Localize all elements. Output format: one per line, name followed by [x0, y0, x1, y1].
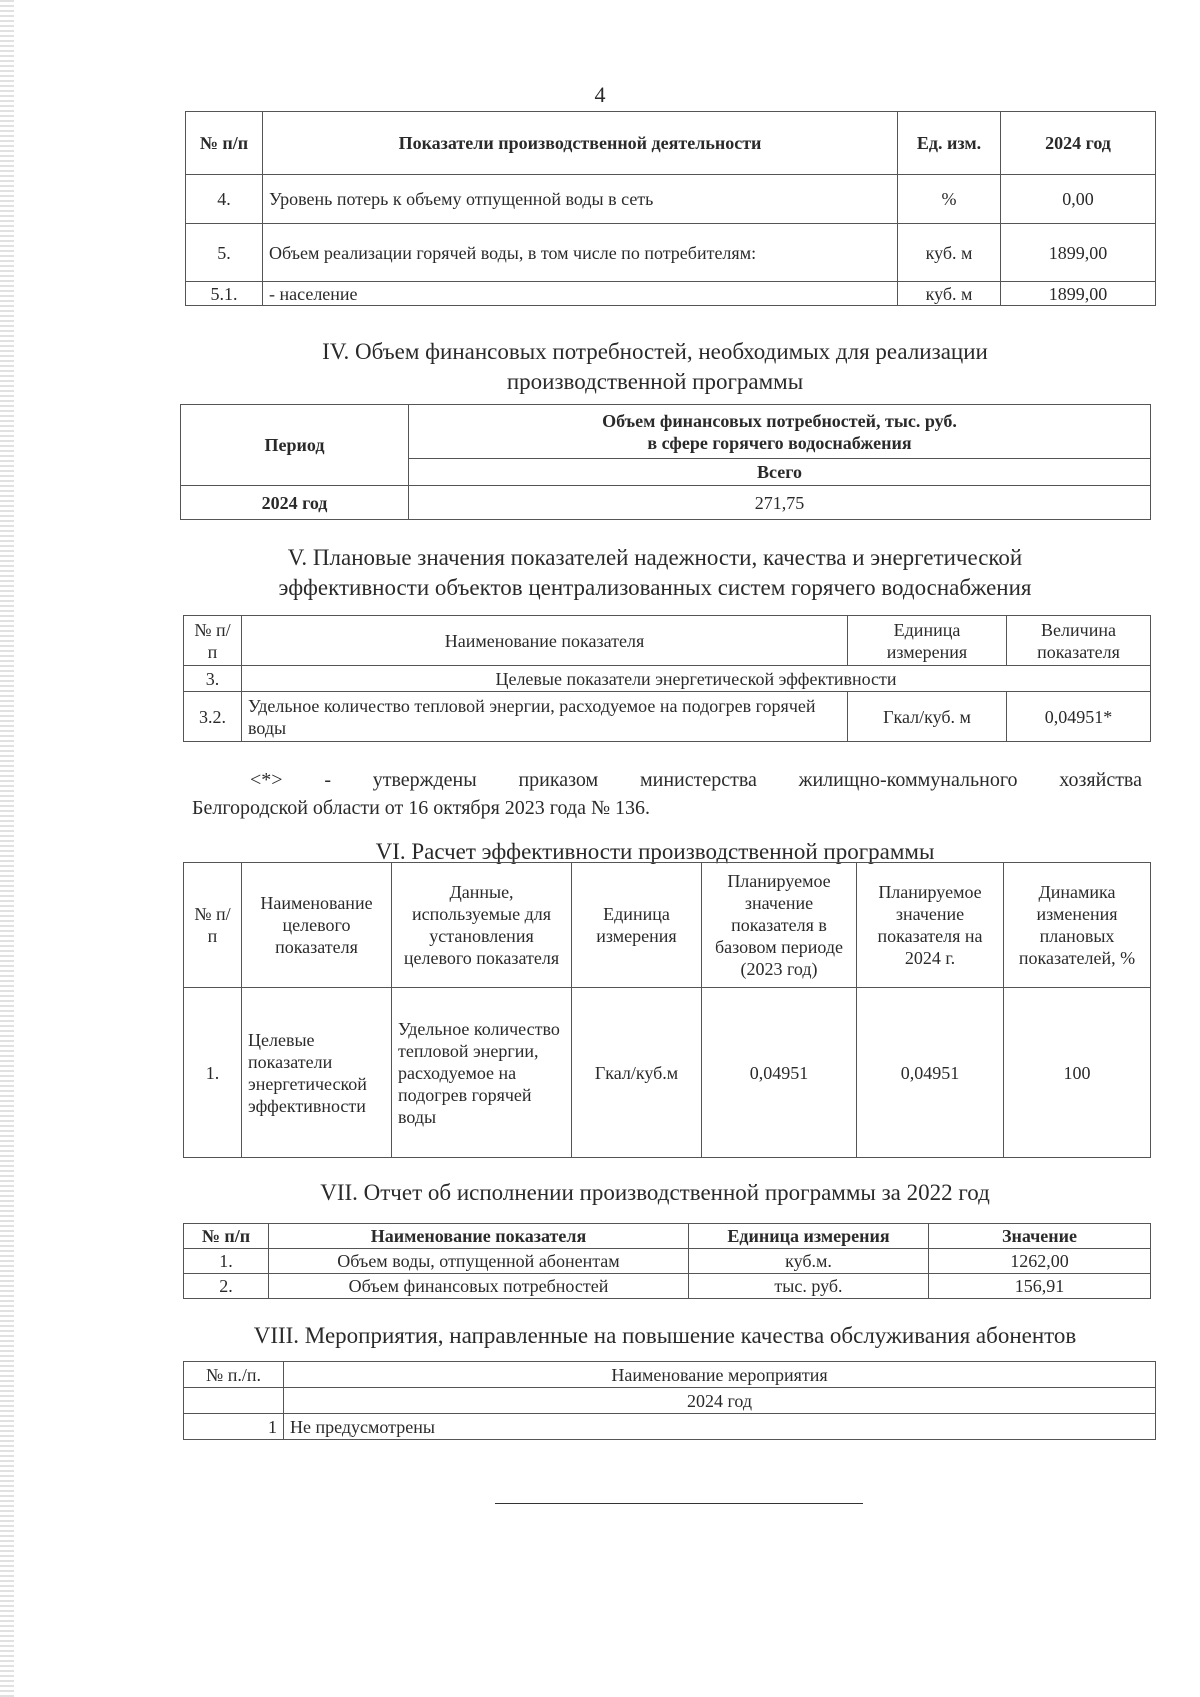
row-unit: Гкал/куб. м	[848, 692, 1007, 742]
row-unit: тыс. руб.	[689, 1274, 929, 1299]
col-unit-header: Единица измерения	[689, 1224, 929, 1249]
row-target-name: Целевые показатели энергетической эффективности	[242, 988, 392, 1158]
program-report-table	[183, 1223, 1151, 1299]
row-dynamics: 100	[1004, 988, 1151, 1158]
col-data-header: Данные, используемые для установления целевого показателя	[392, 863, 572, 988]
col-unit-header: Единица измерения	[572, 863, 702, 988]
table-row	[184, 692, 1151, 742]
period-cell: 2024 год	[181, 486, 409, 520]
table-row	[184, 1414, 1156, 1440]
scan-edge-artifact	[0, 0, 14, 1697]
row-data: Удельное количество тепловой энергии, расходуемое на подогрев горячей воды	[392, 988, 572, 1158]
col-value-header: Значение	[929, 1224, 1151, 1249]
col-target-name-header: Наименование целевого показателя	[242, 863, 392, 988]
section-4-heading-line1: IV. Объем финансовых потребностей, необходимых для реализации	[322, 339, 988, 364]
table-row	[186, 175, 1156, 224]
col-number-header: № п/п	[186, 112, 263, 175]
table-header-row	[186, 112, 1156, 175]
col-dynamics-header: Динамика изменения плановых показателей, %	[1004, 863, 1151, 988]
year-row-label: 2024 год	[284, 1388, 1156, 1414]
row-value: 1899,00	[1001, 282, 1156, 306]
table-row	[186, 224, 1156, 282]
section-5-heading-line2: эффективности объектов централизованных систем горячего водоснабжения	[278, 575, 1032, 600]
row-indicator: Объем реализации горячей воды, в том числе по потребителям:	[263, 224, 898, 282]
reliability-indicators-table	[183, 615, 1151, 742]
production-indicators-table	[185, 111, 1156, 306]
footnote-line2: Белгородской области от 16 октября 2023 года № 136.	[192, 797, 651, 819]
volume-header-line1: Объем финансовых потребностей, тыс. руб.	[602, 410, 957, 431]
row-base-value: 0,04951	[702, 988, 857, 1158]
col-name-header: Наименование показателя	[242, 616, 848, 666]
col-number-header: № п/п	[184, 616, 242, 666]
col-unit-header: Единица измерения	[848, 616, 1007, 666]
row-name: Объем финансовых потребностей	[269, 1274, 689, 1299]
table-year-row	[184, 1388, 1156, 1414]
section-8-heading: VIII. Мероприятия, направленные на повышение качества обслуживания абонентов	[253, 1323, 1077, 1348]
group-title: Целевые показатели энергетической эффективности	[242, 666, 1151, 692]
row-name: Удельное количество тепловой энергии, расходуемое на подогрев горячей воды	[242, 692, 848, 742]
row-number: 3.2.	[184, 692, 242, 742]
end-of-document-line	[495, 1503, 863, 1504]
table-row	[184, 1274, 1151, 1299]
section-4-heading-line2: производственной программы	[506, 369, 804, 394]
col-measure-header: Наименование мероприятия	[284, 1362, 1156, 1388]
footnote	[192, 766, 1142, 822]
efficiency-calculation-table	[183, 862, 1151, 1158]
col-unit-header: Ед. изм.	[898, 112, 1001, 175]
row-unit: Гкал/куб.м	[572, 988, 702, 1158]
table-row	[184, 1249, 1151, 1274]
volume-header-line2: в сфере горячего водоснабжения	[647, 432, 912, 453]
row-indicator: Уровень потерь к объему отпущенной воды в сеть	[263, 175, 898, 224]
total-cell: 271,75	[409, 486, 1151, 520]
row-unit: куб. м	[898, 282, 1001, 306]
row-number: 1	[184, 1414, 284, 1440]
col-number-header: № п/п	[184, 1224, 269, 1249]
section-4-heading	[170, 337, 1140, 397]
row-measure: Не предусмотрены	[284, 1414, 1156, 1440]
row-unit: %	[898, 175, 1001, 224]
row-plan-value: 0,04951	[857, 988, 1004, 1158]
row-value: 0,00	[1001, 175, 1156, 224]
row-number: 5.1.	[186, 282, 263, 306]
row-value: 156,91	[929, 1274, 1151, 1299]
total-header: Всего	[409, 459, 1151, 486]
table-row	[186, 282, 1156, 306]
row-value: 0,04951*	[1007, 692, 1151, 742]
row-number: 1.	[184, 1249, 269, 1274]
col-plan-value-header: Планируемое значение показателя на 2024 г.	[857, 863, 1004, 988]
section-5-heading-line1: V. Плановые значения показателей надежности, качества и энергетической	[287, 545, 1023, 570]
row-number: 2.	[184, 1274, 269, 1299]
section-5-heading	[170, 543, 1140, 603]
service-measures-table	[183, 1361, 1156, 1440]
financial-needs-table	[180, 404, 1151, 520]
volume-header	[409, 405, 1151, 459]
col-value-header: Величина показателя	[1007, 616, 1151, 666]
row-unit: куб.м.	[689, 1249, 929, 1274]
col-number-header: № п./п.	[184, 1362, 284, 1388]
year-row-empty-cell	[184, 1388, 284, 1414]
row-number: 5.	[186, 224, 263, 282]
group-number: 3.	[184, 666, 242, 692]
row-value: 1899,00	[1001, 224, 1156, 282]
page-number: 4	[594, 82, 606, 107]
table-row	[184, 988, 1151, 1158]
col-year-header: 2024 год	[1001, 112, 1156, 175]
footnote-line1: <*> - утверждены приказом министерства жилищно-коммунального хозяйства	[250, 769, 1142, 791]
row-number: 4.	[186, 175, 263, 224]
period-header: Период	[181, 405, 409, 486]
col-number-header: № п/п	[184, 863, 242, 988]
row-number: 1.	[184, 988, 242, 1158]
row-name: Объем воды, отпущенной абонентам	[269, 1249, 689, 1274]
col-name-header: Наименование показателя	[269, 1224, 689, 1249]
row-value: 1262,00	[929, 1249, 1151, 1274]
table-row	[181, 486, 1151, 520]
col-indicator-header: Показатели производственной деятельности	[263, 112, 898, 175]
table-group-row	[184, 666, 1151, 692]
section-6-heading: VI. Расчет эффективности производственной программы	[375, 839, 935, 864]
row-unit: куб. м	[898, 224, 1001, 282]
section-7-heading: VII. Отчет об исполнении производственной программы за 2022 год	[320, 1180, 990, 1205]
col-base-value-header: Планируемое значение показателя в базовом периоде (2023 год)	[702, 863, 857, 988]
row-indicator: - население	[263, 282, 898, 306]
